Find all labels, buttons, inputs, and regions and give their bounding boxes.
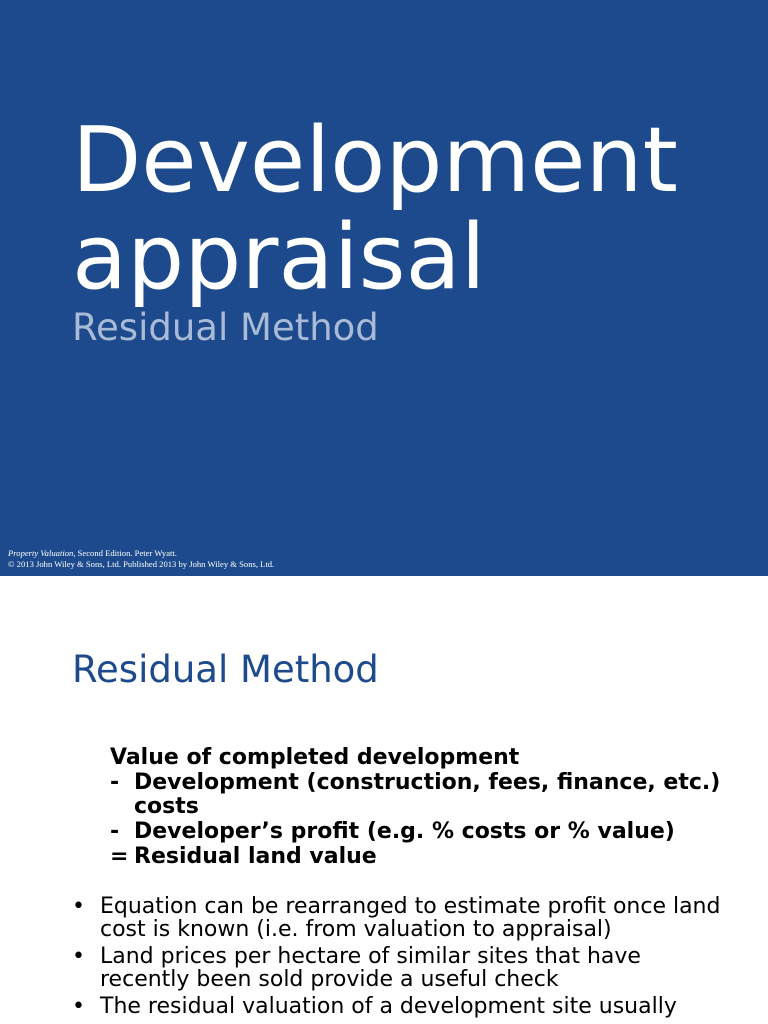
book-title: Property Valuation [8,548,74,558]
equation-line [110,771,750,819]
copyright-notice [8,548,274,570]
equation-text: Developer’s profit (e.g. % costs or % value) [134,819,675,844]
bullet-list [72,895,732,1022]
bullet-icon: • [72,944,85,969]
equation-line [110,746,750,770]
list-item-text: The residual valuation of a development site usually [100,994,677,1019]
title-line-2: appraisal [72,205,486,310]
copyright-edition: , Second Edition. Peter Wyatt. [73,548,177,558]
minus-operator: - [110,770,120,795]
equation-line [110,845,750,869]
list-item [72,895,732,941]
equation-text: Development (construction, fees, finance, etc.) costs [134,770,721,819]
title-line-1: Development [72,108,678,213]
slide-subtitle: Residual Method [72,306,379,349]
equation-text: Value of completed development [110,745,520,770]
copyright-publisher: © 2013 John Wiley & Sons, Ltd. Published 2013 by John Wiley & Sons, Ltd. [8,559,275,569]
bullet-icon: • [72,894,85,919]
minus-operator: - [110,819,120,844]
list-item [72,995,732,1018]
list-item-text: Equation can be rearranged to estimate profit once land cost is known (i.e. from valuation to appraisal) [100,894,721,942]
section-heading: Residual Method [72,648,379,691]
bullet-icon: • [72,994,85,1019]
slide-title [72,108,752,310]
list-item-text: Land prices per hectare of similar sites that have recently been sold provide a useful check [100,944,641,992]
equation-line [110,820,750,844]
list-item [72,945,732,991]
residual-equation [110,746,750,869]
equals-operator: = [110,844,129,869]
equation-text: Residual land value [134,844,377,869]
